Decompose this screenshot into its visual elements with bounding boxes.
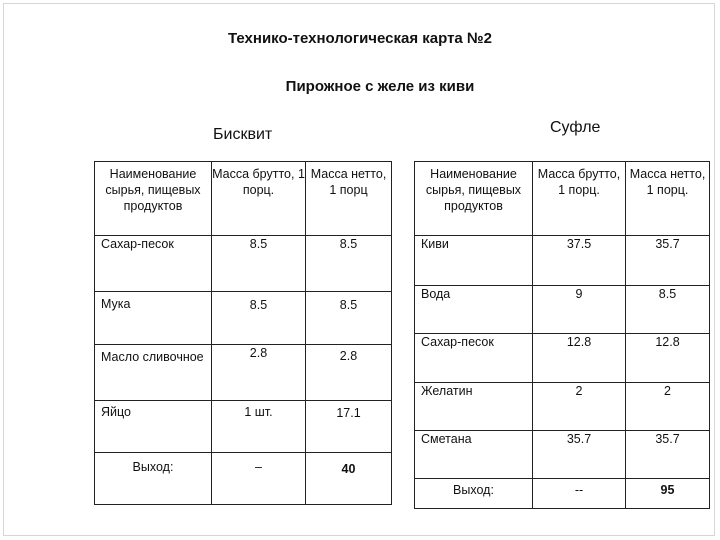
gross-mass: 37.5 [533,236,626,286]
biscuit-table [94,161,392,505]
ingredient-name: Желатин [415,383,533,431]
net-mass: 17.1 [306,401,392,453]
souffle-table [414,161,710,509]
gross-mass: 2.8 [212,345,306,401]
table-row [415,431,710,479]
gross-mass: 12.8 [533,334,626,383]
yield-row [415,479,710,509]
yield-label: Выход: [415,479,533,509]
yield-gross: -- [533,479,626,509]
ingredient-name: Киви [415,236,533,286]
gross-mass: 8.5 [212,292,306,345]
net-mass: 8.5 [306,292,392,345]
yield-net: 40 [306,453,392,505]
table-row [415,286,710,334]
net-mass: 8.5 [626,286,710,334]
gross-mass: 1 шт. [212,401,306,453]
header-row [415,162,710,236]
yield-label: Выход: [95,453,212,505]
gross-mass: 2 [533,383,626,431]
gross-mass: 35.7 [533,431,626,479]
column-header-gross: Масса брутто, 1 порц. [533,162,626,236]
column-header-name: Наименование сырья, пищевых продуктов [415,162,533,236]
ingredient-name: Сахар-песок [415,334,533,383]
net-mass: 2.8 [306,345,392,401]
ingredient-name: Сахар-песок [95,236,212,292]
ingredient-name: Мука [95,292,212,345]
page-title: Технико-технологическая карта №2 [228,30,492,47]
ingredient-name: Яйцо [95,401,212,453]
net-mass: 12.8 [626,334,710,383]
table-row [415,334,710,383]
page-subtitle: Пирожное с желе из киви [285,78,475,95]
header-row [95,162,392,236]
column-header-name: Наименование сырья, пищевых продуктов [95,162,212,236]
table-row [95,292,392,345]
table-row [415,383,710,431]
gross-mass: 9 [533,286,626,334]
column-header-net: Масса нетто, 1 порц [306,162,392,236]
column-header-net: Масса нетто, 1 порц. [626,162,710,236]
table-row [95,345,392,401]
net-mass: 2 [626,383,710,431]
table-row [95,236,392,292]
section-title-biscuit: Бисквит [213,126,273,143]
ingredient-name: Сметана [415,431,533,479]
yield-row [95,453,392,505]
gross-mass: 8.5 [212,236,306,292]
table-row [415,236,710,286]
table-row [95,401,392,453]
column-header-gross: Масса брутто, 1 порц. [212,162,306,236]
yield-net: 95 [626,479,710,509]
ingredient-name: Вода [415,286,533,334]
yield-gross: – [212,453,306,505]
net-mass: 35.7 [626,236,710,286]
net-mass: 8.5 [306,236,392,292]
section-title-souffle: Суфле [550,119,601,136]
ingredient-name: Масло сливочное [95,345,212,401]
net-mass: 35.7 [626,431,710,479]
